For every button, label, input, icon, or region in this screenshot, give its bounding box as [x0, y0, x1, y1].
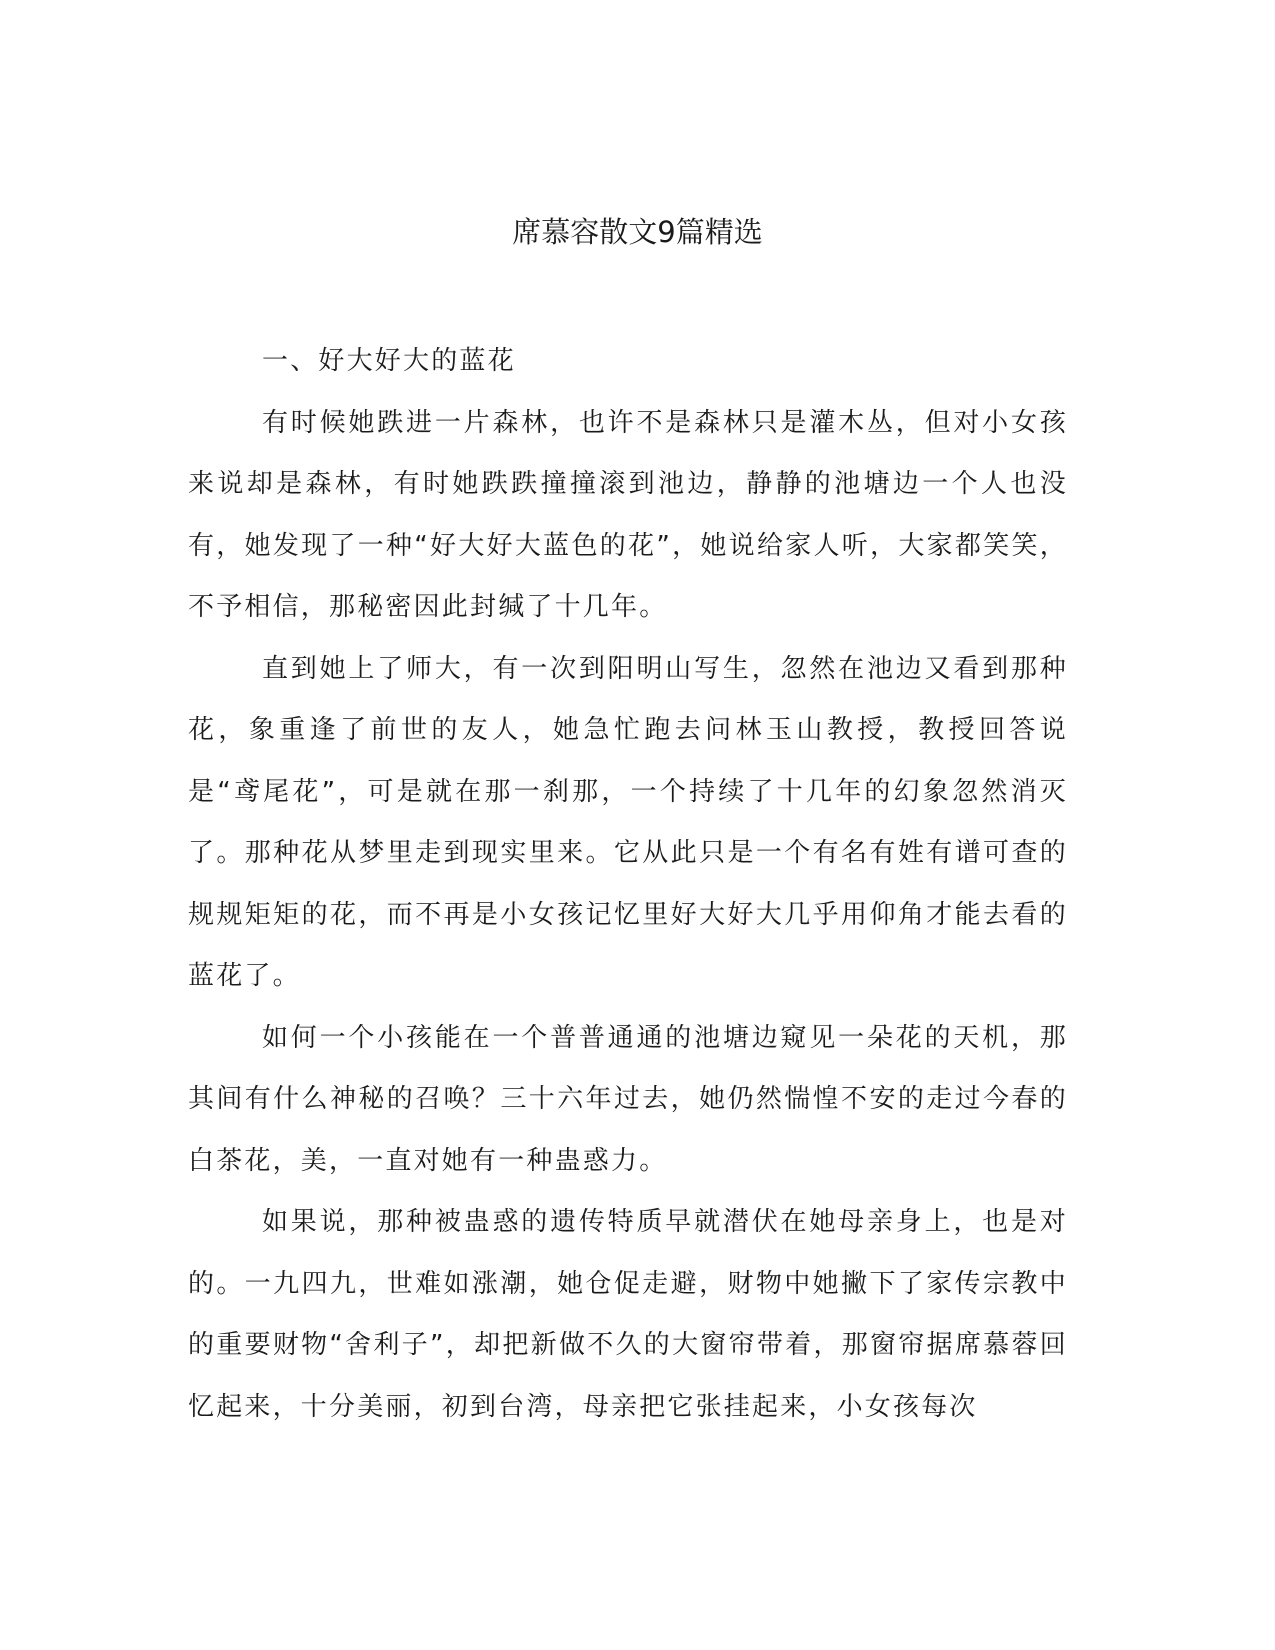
paragraph-4: 如果说，那种被蛊惑的遗传特质早就潜伏在她母亲身上，也是对的。一九四九，世难如涨潮，她仓促走避，财物中她撇下了家传宗教中的重要财物“舍利子”，却把新做不久的大窗帘带着，那窗帘据席慕蓉回忆起来，十分美丽，初到台湾，母亲把它张挂起来，小女孩每次	[188, 1207, 1068, 1422]
paragraph-3: 如何一个小孩能在一个普普通通的池塘边窥见一朵花的天机，那其间有什么神秘的召唤？三十六年过去，她仍然惴惶不安的走过今春的白茶花，美，一直对她有一种蛊惑力。	[188, 1022, 1068, 1176]
page-title: 席慕容散文9篇精选	[512, 215, 763, 249]
paragraph-2: 直到她上了师大，有一次到阳明山写生，忽然在池边又看到那种花，象重逢了前世的友人，她急忙跑去问林玉山教授，教授回答说是“鸢尾花”，可是就在那一刹那，一个持续了十几年的幻象忽然消灭了。那种花从梦里走到现实里来。它从此只是一个有名有姓有谱可查的规规矩矩的花，而不再是小女孩记忆里好大好大几乎用仰角才能去看的蓝花了。	[188, 653, 1068, 991]
section-heading: 一、好大好大的蓝花	[262, 346, 516, 376]
document-body	[188, 331, 1068, 1438]
paragraph-1: 有时候她跌进一片森林，也许不是森林只是灌木丛，但对小女孩来说却是森林，有时她跌跌撞撞滚到池边，静静的池塘边一个人也没有，她发现了一种“好大好大蓝色的花”，她说给家人听，大家都笑笑，不予相信，那秘密因此封缄了十几年。	[188, 407, 1068, 622]
